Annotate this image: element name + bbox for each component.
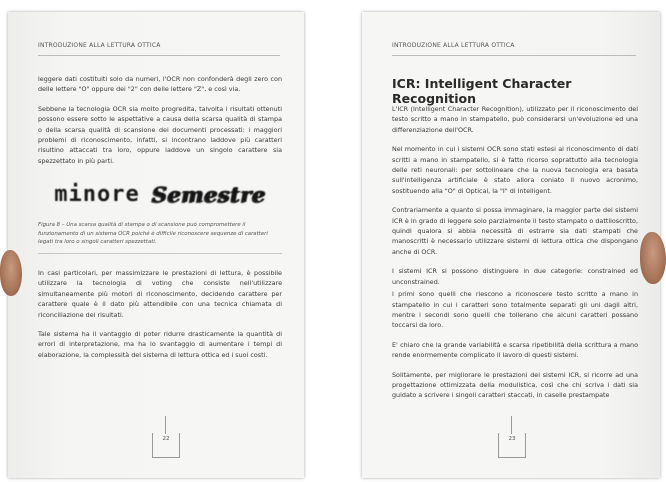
paragraph: L'ICR (Intelligent Character Recognition), utilizzato per il riconoscimento del testo scritto a mano in stampatello, può considerarsi un'evoluzione ed una differenziazione dell'OCR. [392,105,638,134]
paragraph: In casi particolari, per massimizzare le prestazioni di lettura, è possibile utilizzare la tecnologia di voting che consiste nell'utilizzare simultaneamente più motori di riconoscimento, decidendo carattere per carattere quale è il dato più attendibile con una tecnica chiamata di riconciliazione dei risultati. [38,269,282,319]
ocr-sample-word: Semestre [151,182,266,208]
page-number: 23 [498,433,526,458]
paragraph: Nel momento in cui i sistemi OCR sono stati estesi al riconoscimento di dati scritti a mano in stampatello, si è fatto ricorso soprattutto alla tecnologia delle reti neuronali: per sottolineare che la nuova tecnologia era basata sull'intelligenza artificiale è stato allora coniato il nuovo acronimo, sostituendo alla "O" di Optical, la "I" di Intelligent. [392,145,638,195]
ocr-sample-figure [38,175,282,215]
paragraph: I sistemi ICR si possono distinguere in due categorie: constrained ed unconstrained. [392,267,638,286]
right-book-page [362,12,660,478]
left-page-body [38,74,282,369]
page-number-line [511,416,512,434]
page-number-line [165,416,166,434]
paragraph: I primi sono quelli che riescono a riconoscere testo scritto a mano in stampatello in cui i caratteri sono totalmente separati gli uni dagli altri, mentre i secondi sono quelli che tollerano che alcuni caratteri possano toccarsi da loro. [392,290,638,330]
paragraph: leggere dati costituiti solo da numeri, l'OCR non confonderà degli zero con delle lettere "O" oppure dei "2" con delle lettere "Z", e così via. [38,75,282,94]
chapter-title: ICR: Intelligent Character Recognition [392,76,572,106]
paragraph: Solitamente, per migliorare le prestazioni dei sistemi ICR, si ricorre ad una progettazione ottimizzata della modulistica, così che chi scriva i dati sia guidato a scrivere i singoli caratteri staccati, in caselle prestampate [392,370,638,400]
page-number: 22 [152,433,180,458]
right-page-body [392,104,638,410]
paragraph: E' chiaro che la grande variabilità e scarsa ripetibilità della scrittura a mano rende enormemente complicato il lavoro di questi sistemi. [392,340,638,360]
paragraph: Sebbene la tecnologia OCR sia molto progredita, talvolta i risultati ottenuti possono essere sotto le aspettative a causa della scarsa qualità di stampa o della scarsa qualità di scansione dei documenti processati: i maggiori problemi di riconoscimento, infatti, si incontrano laddove più caratteri risultino attaccati tra loro, oppure laddove un singolo carattere sia spezzettato in più parti. [38,104,282,165]
left-thumb [0,250,22,296]
left-book-page [8,12,304,478]
paragraph: Contrariamente a quanto si possa immaginare, la maggior parte dei sistemi ICR è in grado di leggere solo parzialmente il testo stampato o dattiloscritto, quindi qualora si abbia necessità di estrarre sia dati stampati che manoscritti è necessario utilizzare sistemi di lettura ottica che dispongano anche di OCR. [392,206,638,256]
right-thumb [640,232,666,284]
paragraph: Tale sistema ha il vantaggio di poter ridurre drasticamente la quantità di errori di interpretazione, ma ha lo svantaggio di aumentare i tempi di elaborazione, la complessità del sistema di lettura ottica ed i suoi costi. [38,330,282,359]
running-header: INTRODUZIONE ALLA LETTURA OTTICA [38,42,280,56]
figure-caption: Figura 8 – Una scarsa qualità di stampa o di scansione può compromettere il funzionamento di un sistema OCR poiché è difficile riconoscere sequenze di caratteri legati tra loro o singoli caratteri spezzettati. [38,221,282,254]
ocr-sample-word: minore [54,182,140,208]
running-header: INTRODUZIONE ALLA LETTURA OTTICA [392,42,636,56]
